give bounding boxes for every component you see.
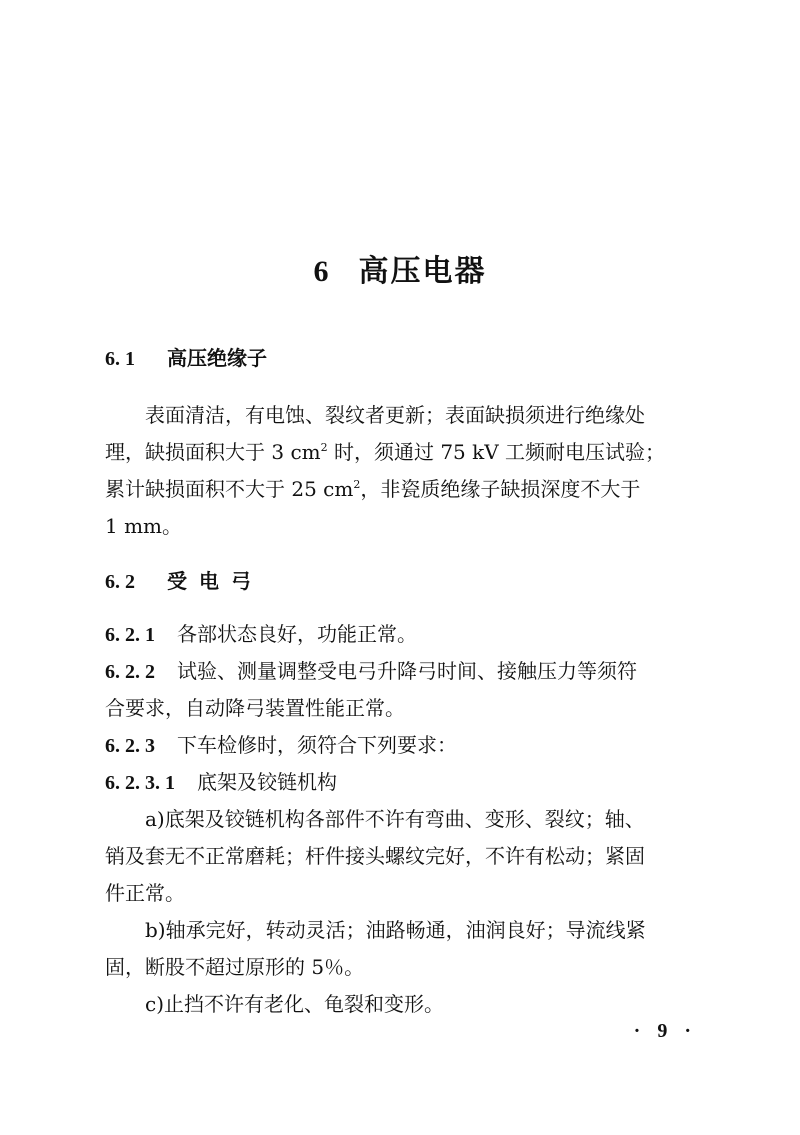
paragraph-line xyxy=(105,471,697,508)
item-a-line: a)底架及铰链机构各部件不许有弯曲、变形、裂纹；轴、 xyxy=(145,807,645,831)
item-b-line: b)轴承完好，转动灵活；油路畅通，油润良好；导流线紧 xyxy=(145,918,646,942)
clause-6-2-3 xyxy=(105,727,697,764)
paragraph-line xyxy=(105,434,697,471)
superscript: 2 xyxy=(320,441,328,454)
section-title: 受电弓 xyxy=(167,569,263,593)
clause-text: 各部状态良好，功能正常。 xyxy=(177,622,417,646)
clause-number: 6. 2. 3 xyxy=(105,735,155,757)
section-6-2-body xyxy=(105,616,697,1023)
section-title: 高压绝缘子 xyxy=(167,346,267,370)
text-run: 时，须通过 75 kV 工频耐电压试验； xyxy=(327,440,666,464)
clause-number: 6. 2. 3. 1 xyxy=(105,772,175,794)
section-heading-6-1 xyxy=(105,343,267,374)
clause-6-2-1 xyxy=(105,616,697,653)
clause-number: 6. 2. 1 xyxy=(105,624,155,646)
item-c-line: c)止挡不许有老化、龟裂和变形。 xyxy=(145,992,445,1016)
section-heading-6-2 xyxy=(105,566,263,597)
paragraph-line: 合要求，自动降弓装置性能正常。 xyxy=(105,696,405,720)
clause-6-2-3-1 xyxy=(105,764,697,801)
clause-number: 6. 2. 2 xyxy=(105,661,155,683)
superscript: 2 xyxy=(353,478,361,491)
section-number: 6. 2 xyxy=(105,571,135,593)
section-6-1-body xyxy=(105,397,697,545)
chapter-title xyxy=(0,246,800,290)
clause-text: 试验、测量调整受电弓升降弓时间、接触压力等须符 xyxy=(177,659,637,683)
item-b-line: 固，断股不超过原形的 5％。 xyxy=(105,955,365,979)
text-run: 累计缺损面积不大于 25 cm xyxy=(105,477,354,501)
paragraph-line: 表面清洁，有电蚀、裂纹者更新；表面缺损须进行绝缘处 xyxy=(145,403,645,427)
clause-text: 底架及铰链机构 xyxy=(197,770,337,794)
clause-6-2-2 xyxy=(105,653,697,690)
item-a-line: 件正常。 xyxy=(105,881,185,905)
text-run: ，非瓷质绝缘子缺损深度不大于 xyxy=(360,477,641,501)
text-run: 理，缺损面积大于 3 cm xyxy=(105,440,321,464)
clause-text: 下车检修时，须符合下列要求： xyxy=(177,733,457,757)
section-number: 6. 1 xyxy=(105,348,135,370)
chapter-number: 6 xyxy=(313,255,331,288)
paragraph-line: 1 mm。 xyxy=(105,514,183,538)
chapter-title-text: 高压电器 xyxy=(358,254,487,289)
page-number: · 9 · xyxy=(633,1020,697,1042)
item-a-line: 销及套无不正常磨耗；杆件接头螺纹完好，不许有松动；紧固 xyxy=(105,844,645,868)
